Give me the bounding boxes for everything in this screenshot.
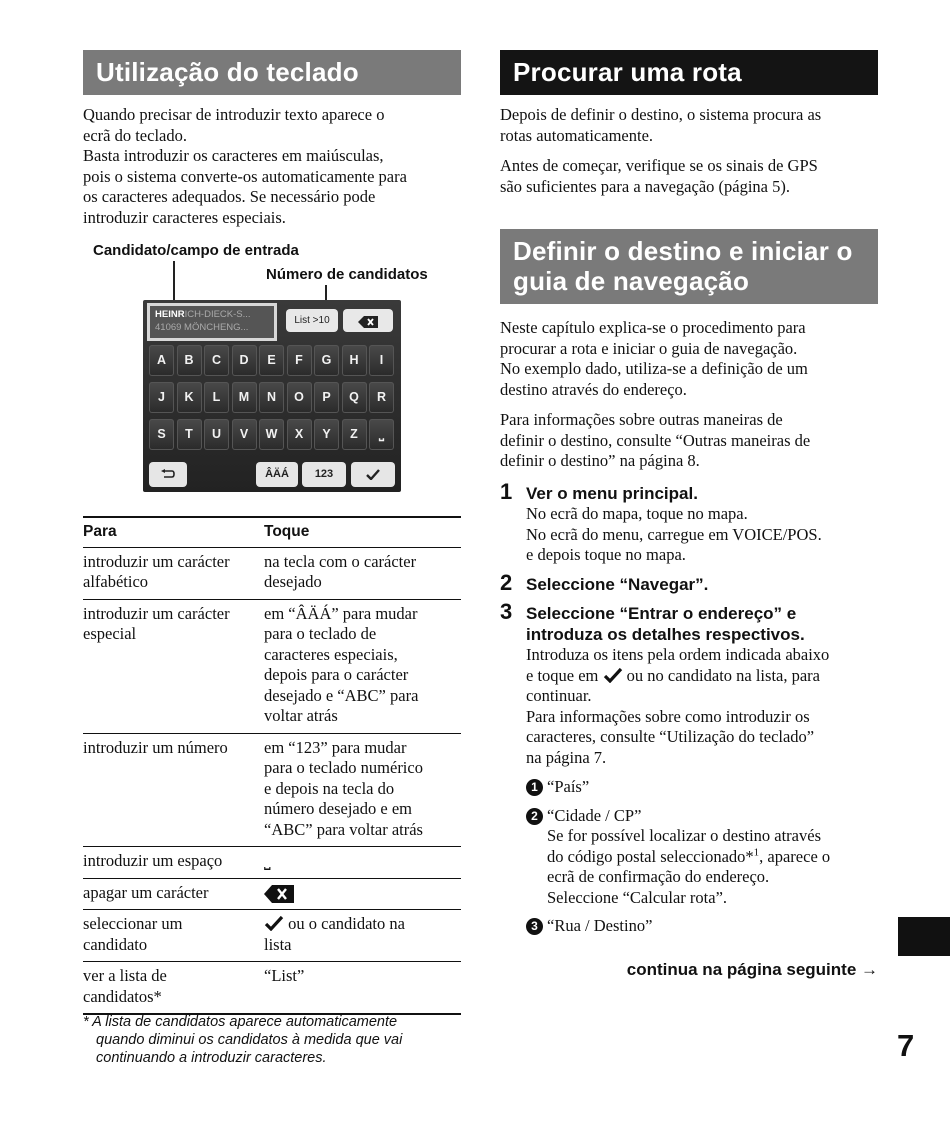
keyboard-key: C xyxy=(204,345,229,376)
footnote-line: * A lista de candidatos aparece automaticamente xyxy=(83,1014,398,1030)
page-number: 7 xyxy=(897,1028,915,1063)
text-line: continuar. xyxy=(526,686,592,705)
table-row xyxy=(83,733,461,847)
step-2 xyxy=(500,569,878,596)
intro-paragraph xyxy=(83,105,461,228)
cell-line: depois para o carácter xyxy=(264,665,409,684)
table-row xyxy=(83,962,461,1015)
check-icon xyxy=(366,469,380,480)
cell-line: introduzir um número xyxy=(83,737,228,757)
thumb-index-tab xyxy=(898,917,950,956)
cell-line: desejado xyxy=(264,572,322,591)
table-header-row xyxy=(83,517,461,547)
intro-line: Basta introduzir os caracteres em maiúsculas, xyxy=(83,146,384,165)
section-title-route: Procurar uma rota xyxy=(500,50,878,95)
col-header-para: Para xyxy=(83,517,264,547)
step-1 xyxy=(500,478,878,566)
keyboard-key: P xyxy=(314,382,339,413)
delete-button xyxy=(343,309,393,332)
text-line: rotas automaticamente. xyxy=(500,125,654,145)
text-line: No exemplo dado, utiliza-se a definição de um xyxy=(500,359,808,378)
text-fragment: ou no candidato na lista, para xyxy=(622,665,820,685)
keyboard-key: Q xyxy=(342,382,367,413)
keyboard-key: R xyxy=(369,382,394,413)
keyboard-key: X xyxy=(287,419,312,450)
keyboard-key: A xyxy=(149,345,174,376)
callout-count-label: Número de candidatos xyxy=(266,266,428,283)
cell-line: candidatos* xyxy=(83,986,162,1006)
text-line: No ecrã do menu, carregue em VOICE/POS. xyxy=(526,524,822,544)
keyboard-key: Y xyxy=(314,419,339,450)
text-line: são suficientes para a navegação (página 5). xyxy=(500,176,790,196)
text-line: definir o destino, consulte “Outras maneiras de xyxy=(500,430,811,450)
back-icon xyxy=(161,469,175,479)
keyboard-key: H xyxy=(342,345,367,376)
footnote-line: continuando a introduzir caracteres. xyxy=(96,1050,327,1066)
text-line: Neste capítulo explica-se o procedimento para xyxy=(500,318,806,337)
title-line: guia de navegação xyxy=(513,266,750,296)
keyboard-key: T xyxy=(177,419,202,450)
number-key: 123 xyxy=(302,462,346,487)
step-heading: Ver o menu principal. xyxy=(526,483,698,503)
cell-line: para o teclado numérico xyxy=(264,758,423,777)
keyboard-screenshot xyxy=(143,300,401,492)
title-line: Definir o destino e iniciar o xyxy=(513,236,853,266)
keyboard-key: V xyxy=(232,419,257,450)
keyboard-key: ⎵ xyxy=(369,419,394,450)
keyboard-key: J xyxy=(149,382,174,413)
candidate-suggest-text: ICH-DIECK-S... xyxy=(184,309,251,320)
circled-number: 1 xyxy=(526,779,543,796)
text-line xyxy=(547,847,878,868)
cell-line: voltar atrás xyxy=(264,706,338,725)
text-line: No ecrã do mapa, toque no mapa. xyxy=(526,504,748,523)
text-line: Para informações sobre como introduzir os xyxy=(526,706,810,726)
callout-candidate-label: Candidato/campo de entrada xyxy=(93,242,299,259)
text-line: Antes de começar, verifique se os sinais de GPS xyxy=(500,156,818,175)
keyboard-key: Z xyxy=(342,419,367,450)
cell-line: introduzir um carácter xyxy=(83,603,230,623)
delete-icon xyxy=(358,316,378,328)
step-heading: Seleccione “Navegar”. xyxy=(526,574,709,594)
cell-line: lista xyxy=(264,934,292,954)
col-header-toque: Toque xyxy=(264,517,461,547)
cell-line: introduzir um carácter xyxy=(83,551,230,571)
keyboard-key: L xyxy=(204,382,229,413)
left-column xyxy=(83,50,461,1066)
keyboard-key: U xyxy=(204,419,229,450)
text-line: Se for possível localizar o destino através xyxy=(547,826,821,845)
intro-line: Quando precisar de introduzir texto aparece o xyxy=(83,105,385,124)
text-fragment: , aparece o xyxy=(759,846,831,866)
keyboard-key: D xyxy=(232,345,257,376)
text-fragment: do código postal seleccionado* xyxy=(547,846,754,866)
cell-line: desejado e “ABC” para xyxy=(264,685,419,705)
step-3 xyxy=(500,599,878,937)
keyboard-key: O xyxy=(287,382,312,413)
special-char-key: ÂÄÁ xyxy=(256,462,298,487)
back-key xyxy=(149,462,187,487)
section-title-destination xyxy=(500,229,878,304)
route-paragraph-1 xyxy=(500,105,878,146)
keyboard-panel xyxy=(143,300,401,492)
text-line: Depois de definir o destino, o sistema procura as xyxy=(500,105,822,124)
step-heading: Seleccione “Entrar o endereço” e xyxy=(526,604,797,623)
cell-line: seleccionar um xyxy=(83,914,183,933)
cell-line: introduzir um espaço xyxy=(83,851,223,870)
space-key-symbol: ⎵ xyxy=(264,851,271,870)
cell-line: alfabético xyxy=(83,572,149,591)
destination-paragraph-2 xyxy=(500,410,878,472)
keyboard-key: G xyxy=(314,345,339,376)
footnote xyxy=(83,1013,461,1067)
subitem-2 xyxy=(526,806,878,909)
text-line: ecrã de confirmação do endereço. xyxy=(547,867,770,886)
cell-line: em “ÂÄÁ” para mudar xyxy=(264,603,418,623)
circled-number: 3 xyxy=(526,918,543,935)
footnote-ref: 1 xyxy=(753,846,760,858)
text-line: caracteres, consulte “Utilização do teclado” xyxy=(526,727,815,746)
cell-line: ver a lista de xyxy=(83,966,167,985)
intro-line: ecrã do teclado. xyxy=(83,125,187,145)
destination-paragraph-1 xyxy=(500,318,878,400)
step-number: 2 xyxy=(500,569,513,595)
keyboard-key: W xyxy=(259,419,284,450)
cell-line: apagar um carácter xyxy=(83,882,209,902)
table-row xyxy=(83,910,461,962)
text-line: definir o destino” na página 8. xyxy=(500,451,700,470)
check-icon xyxy=(264,915,284,931)
text-line: e depois toque no mapa. xyxy=(526,545,686,564)
candidate-field xyxy=(147,303,277,341)
keyboard-key: K xyxy=(177,382,202,413)
candidate-typed-text: HEINR xyxy=(155,309,185,320)
table-row xyxy=(83,599,461,733)
candidate-line2: 41069 MÖNCHENG... xyxy=(155,322,249,333)
cell-line: na tecla com o carácter xyxy=(264,551,417,571)
text-line: procurar a rota e iniciar o guia de navegação. xyxy=(500,338,798,358)
callout-line-candidate xyxy=(173,261,175,303)
text-line: Introduza os itens pela ordem indicada abaixo xyxy=(526,645,830,664)
text-line xyxy=(526,666,878,687)
cell-line: número desejado e em xyxy=(264,799,412,818)
keyboard-key: M xyxy=(232,382,257,413)
table-row xyxy=(83,547,461,599)
continue-note: continua na página seguinte → xyxy=(626,960,878,979)
cell-line: em “123” para mudar xyxy=(264,737,407,757)
text-line: destino através do endereço. xyxy=(500,379,687,399)
section-title-keyboard: Utilização do teclado xyxy=(83,50,461,95)
cell-line: candidato xyxy=(83,934,148,954)
route-paragraph-2 xyxy=(500,156,878,197)
cell-line: “List” xyxy=(264,966,305,985)
right-column xyxy=(500,50,878,937)
cell-line: especial xyxy=(83,624,137,643)
keyboard-key: E xyxy=(259,345,284,376)
confirm-key xyxy=(351,462,395,487)
step-heading: introduza os detalhes respectivos. xyxy=(526,624,805,644)
list-button: List >10 xyxy=(286,309,338,332)
keyboard-key: I xyxy=(369,345,394,376)
intro-line: os caracteres adequados. Se necessário pode xyxy=(83,187,376,206)
subitem-1 xyxy=(526,777,878,798)
subitem-label: “Cidade / CP” xyxy=(547,805,642,825)
keyboard-key: B xyxy=(177,345,202,376)
cell-line: e depois na tecla do xyxy=(264,778,395,798)
keyboard-key: N xyxy=(259,382,284,413)
text-line: Para informações sobre outras maneiras de xyxy=(500,410,783,429)
cell-line: “ABC” para voltar atrás xyxy=(264,819,423,839)
cell-line: para o teclado de xyxy=(264,624,377,643)
step-number: 1 xyxy=(500,478,513,504)
intro-line: pois o sistema converte-os automaticamente para xyxy=(83,166,407,186)
cell-line: ou o candidato na xyxy=(284,914,405,933)
subitem-3 xyxy=(526,916,878,937)
intro-line: introduzir caracteres especiais. xyxy=(83,207,286,227)
keyboard-key: F xyxy=(287,345,312,376)
text-line: Seleccione “Calcular rota”. xyxy=(547,887,728,907)
text-fragment: e toque em xyxy=(526,665,603,685)
keyboard-reference-table xyxy=(83,516,461,1015)
check-icon xyxy=(603,667,623,683)
text-line: na página 7. xyxy=(526,747,607,767)
subitem-label: “País” xyxy=(547,777,590,796)
subitem-label: “Rua / Destino” xyxy=(547,916,653,935)
delete-icon xyxy=(264,885,294,903)
table-row xyxy=(83,847,461,879)
cell-line: caracteres especiais, xyxy=(264,644,398,664)
table-row xyxy=(83,878,461,910)
keyboard-key: S xyxy=(149,419,174,450)
step-number: 3 xyxy=(500,599,513,624)
footnote-line: quando diminui os candidatos à medida que vai xyxy=(96,1032,403,1048)
circled-number: 2 xyxy=(526,808,543,825)
